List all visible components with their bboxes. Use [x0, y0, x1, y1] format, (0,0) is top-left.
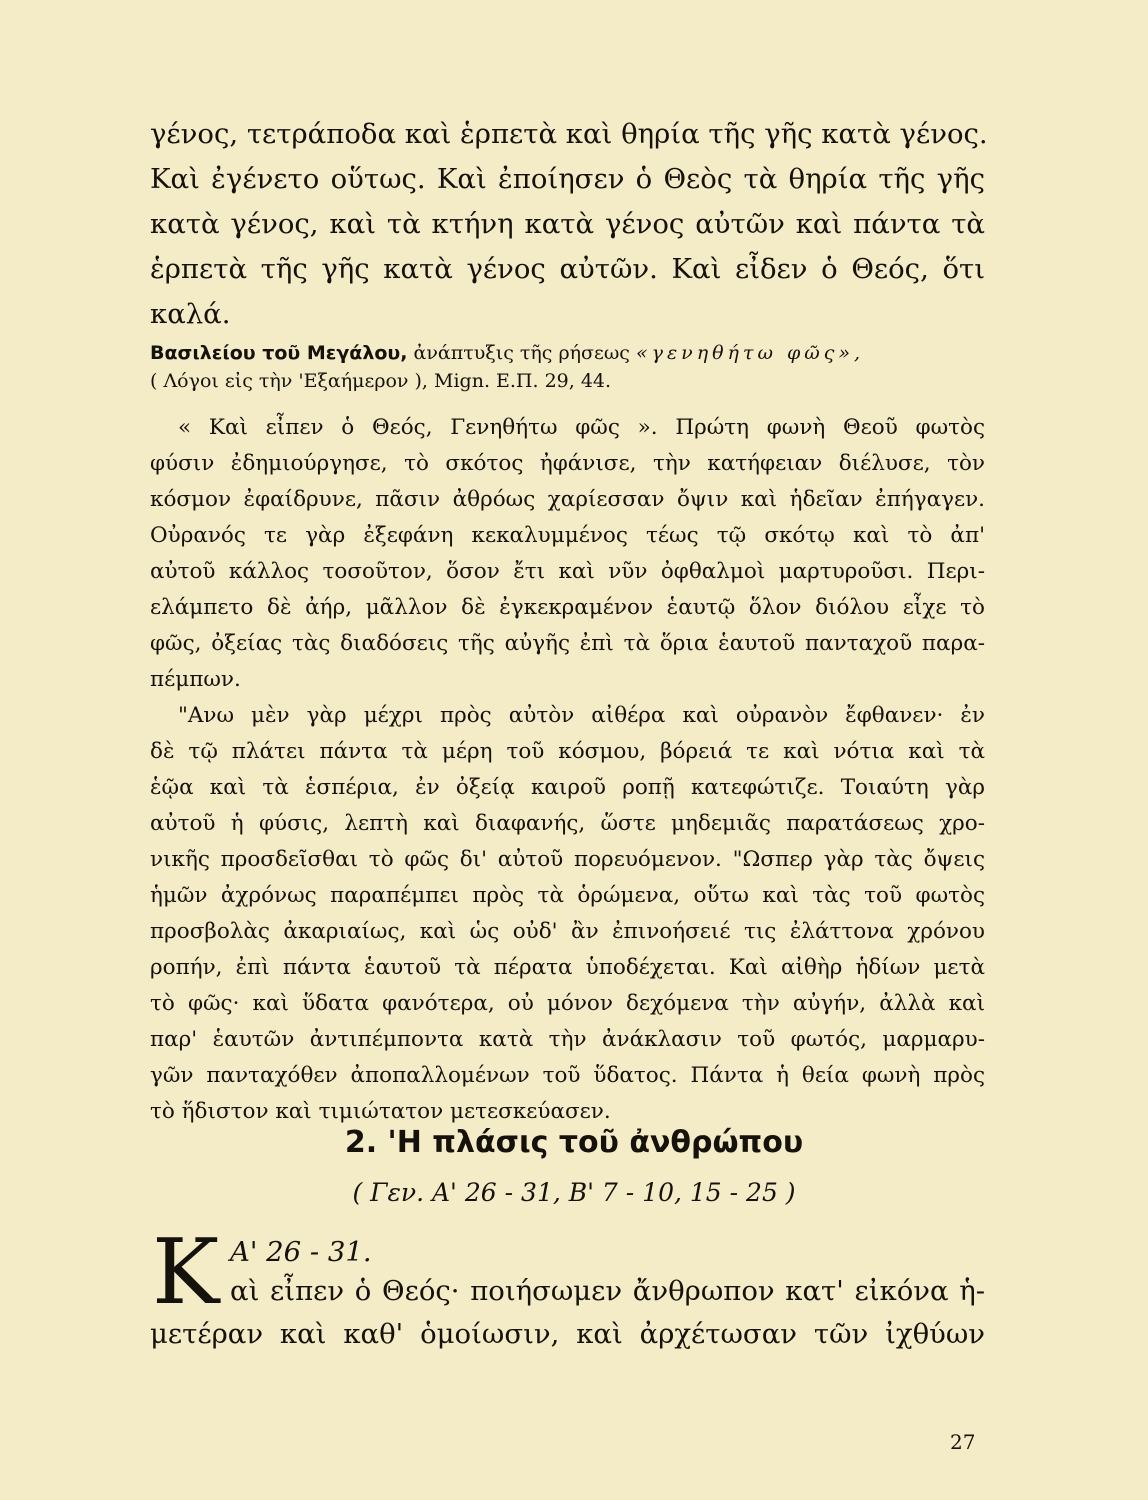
drop-cap: K: [152, 1220, 220, 1325]
citation-author: Βασιλείου τοῦ Μεγάλου,: [150, 342, 408, 364]
text-line: γένος, τετράποδα καὶ ἑρπετὰ καὶ θηρία τῆς γῆς κατὰ γένος.: [150, 118, 988, 150]
commentary-line: ἡμῶν ἀχρόνως παραπέμπει πρὸς τὰ ὁρώμενα, οὕτω καὶ τὰς τοῦ φωτὸς: [150, 883, 985, 908]
commentary-line: νικῆς προσδεῖσθαι τὸ φῶς δι' αὐτοῦ πορευόμενον. "Ωσπερ γὰρ τὰς ὄψεις: [150, 847, 985, 872]
commentary-line: τὸ ἥδιστον καὶ τιμιώτατον μετεσκεύασεν.: [150, 1099, 611, 1124]
text-line: Καὶ ἐγένετο οὕτως. Καὶ ἐποίησεν ὁ Θεὸς τὰ θηρία τῆς γῆς: [150, 163, 985, 195]
commentary-line: αὐτοῦ κάλλος τοσοῦτον, ὅσον ἔτι καὶ νῦν ὀφθαλμοὶ μαρτυροῦσι. Περι-: [150, 559, 985, 584]
commentary-line: φῶς, ὀξείας τὰς διαδόσεις τῆς αὐγῆς ἐπὶ τὰ ὅρια ἑαυτοῦ πανταχοῦ παρα-: [150, 631, 985, 656]
commentary-line: πέμπων.: [150, 667, 241, 692]
text-line: καλά.: [150, 298, 231, 330]
citation-text: ἀνάπτυξις τῆς ρήσεως: [413, 342, 630, 364]
citation-source: ( Λόγοι εἰς τὴν 'Εξαήμερον ), Mign. Ε.Π. 29, 44.: [150, 370, 612, 392]
commentary-line: "Ανω μὲν γὰρ μέχρι πρὸς αὐτὸν αἰθέρα καὶ οὐρανὸν ἔφθανεν· ἐν: [178, 703, 985, 728]
verse-line: μετέραν καὶ καθ' ὁμοίωσιν, καὶ ἀρχέτωσαν τῶν ἰχθύων: [150, 1318, 985, 1350]
citation-quote: «γενηθήτω φῶς»,: [636, 342, 865, 364]
citation-line: [150, 342, 985, 364]
commentary-line: τὸ φῶς· καὶ ὕδατα φανότερα, οὐ μόνον δεχόμενα τὴν αὐγήν, ἀλλὰ καὶ: [150, 991, 985, 1016]
commentary-line: αὐτοῦ ἡ φύσις, λεπτὴ καὶ διαφανής, ὥστε μηδεμιᾶς παρατάσεως χρο-: [150, 811, 985, 836]
commentary-line: γῶν πανταχόθεν ἀποπαλλομένων τοῦ ὕδατος. Πάντα ἡ θεία φωνὴ πρὸς: [150, 1063, 985, 1088]
page-number: 27: [950, 1430, 976, 1454]
commentary-line: δὲ τῷ πλάτει πάντα τὰ μέρη τοῦ κόσμου, βόρειά τε καὶ νότια καὶ τὰ: [150, 739, 985, 764]
commentary-line: φύσιν ἐδημιούργησε, τὸ σκότος ἠφάνισε, τὴν κατήφειαν διέλυσε, τὸν: [150, 451, 985, 476]
commentary-line: « Καὶ εἶπεν ὁ Θεός, Γενηθήτω φῶς ». Πρώτη φωνὴ Θεοῦ φωτὸς: [178, 415, 985, 440]
commentary-line: παρ' ἑαυτῶν ἀντιπέμποντα κατὰ τὴν ἀνάκλασιν τοῦ φωτός, μαρμαρυ-: [150, 1027, 985, 1052]
commentary-line: προσβολὰς ἀκαριαίως, καὶ ὡς οὐδ' ἂν ἐπινοήσειέ τις ἐλάττονα χρόνου: [150, 919, 985, 944]
commentary-line: Οὐρανός τε γὰρ ἐξεφάνη κεκαλυμμένος τέως τῷ σκότῳ καὶ τὸ ἀπ': [150, 523, 985, 548]
verse-reference: Α' 26 - 31.: [230, 1236, 372, 1268]
text-line: κατὰ γένος, καὶ τὰ κτήνη κατὰ γένος αὐτῶν καὶ πάντα τὰ: [150, 208, 985, 240]
text-line: ἑρπετὰ τῆς γῆς κατὰ γένος αὐτῶν. Καὶ εἶδεν ὁ Θεός, ὅτι: [150, 253, 985, 285]
commentary-line: κόσμον ἐφαίδρυνε, πᾶσιν ἀθρόως χαρίεσσαν ὄψιν καὶ ἡδεῖαν ἐπήγαγεν.: [150, 487, 985, 512]
commentary-line: ελάμπετο δὲ ἀήρ, μᾶλλον δὲ ἐγκεκραμένον ἑαυτῷ ὅλον διόλου εἶχε τὸ: [150, 595, 985, 620]
commentary-line: ροπήν, ἐπὶ πάντα ἑαυτοῦ τὰ πέρατα ὑποδέχεται. Καὶ αἰθὴρ ἡδίων μετὰ: [150, 955, 985, 980]
section-title: 2. 'Η πλάσις τοῦ ἀνθρώπου: [344, 1125, 804, 1160]
section-reference: ( Γεν. Α' 26 - 31, Β' 7 - 10, 15 - 25 ): [352, 1178, 796, 1207]
commentary-line: ἑῷα καὶ τὰ ἑσπέρια, ἐν ὀξείᾳ καιροῦ ροπῇ κατεφώτιζε. Τοιαύτη γὰρ: [150, 775, 985, 800]
verse-line: αὶ εἶπεν ὁ Θεός· ποιήσωμεν ἄνθρωπον κατ' εἰκόνα ἡ-: [230, 1275, 985, 1307]
